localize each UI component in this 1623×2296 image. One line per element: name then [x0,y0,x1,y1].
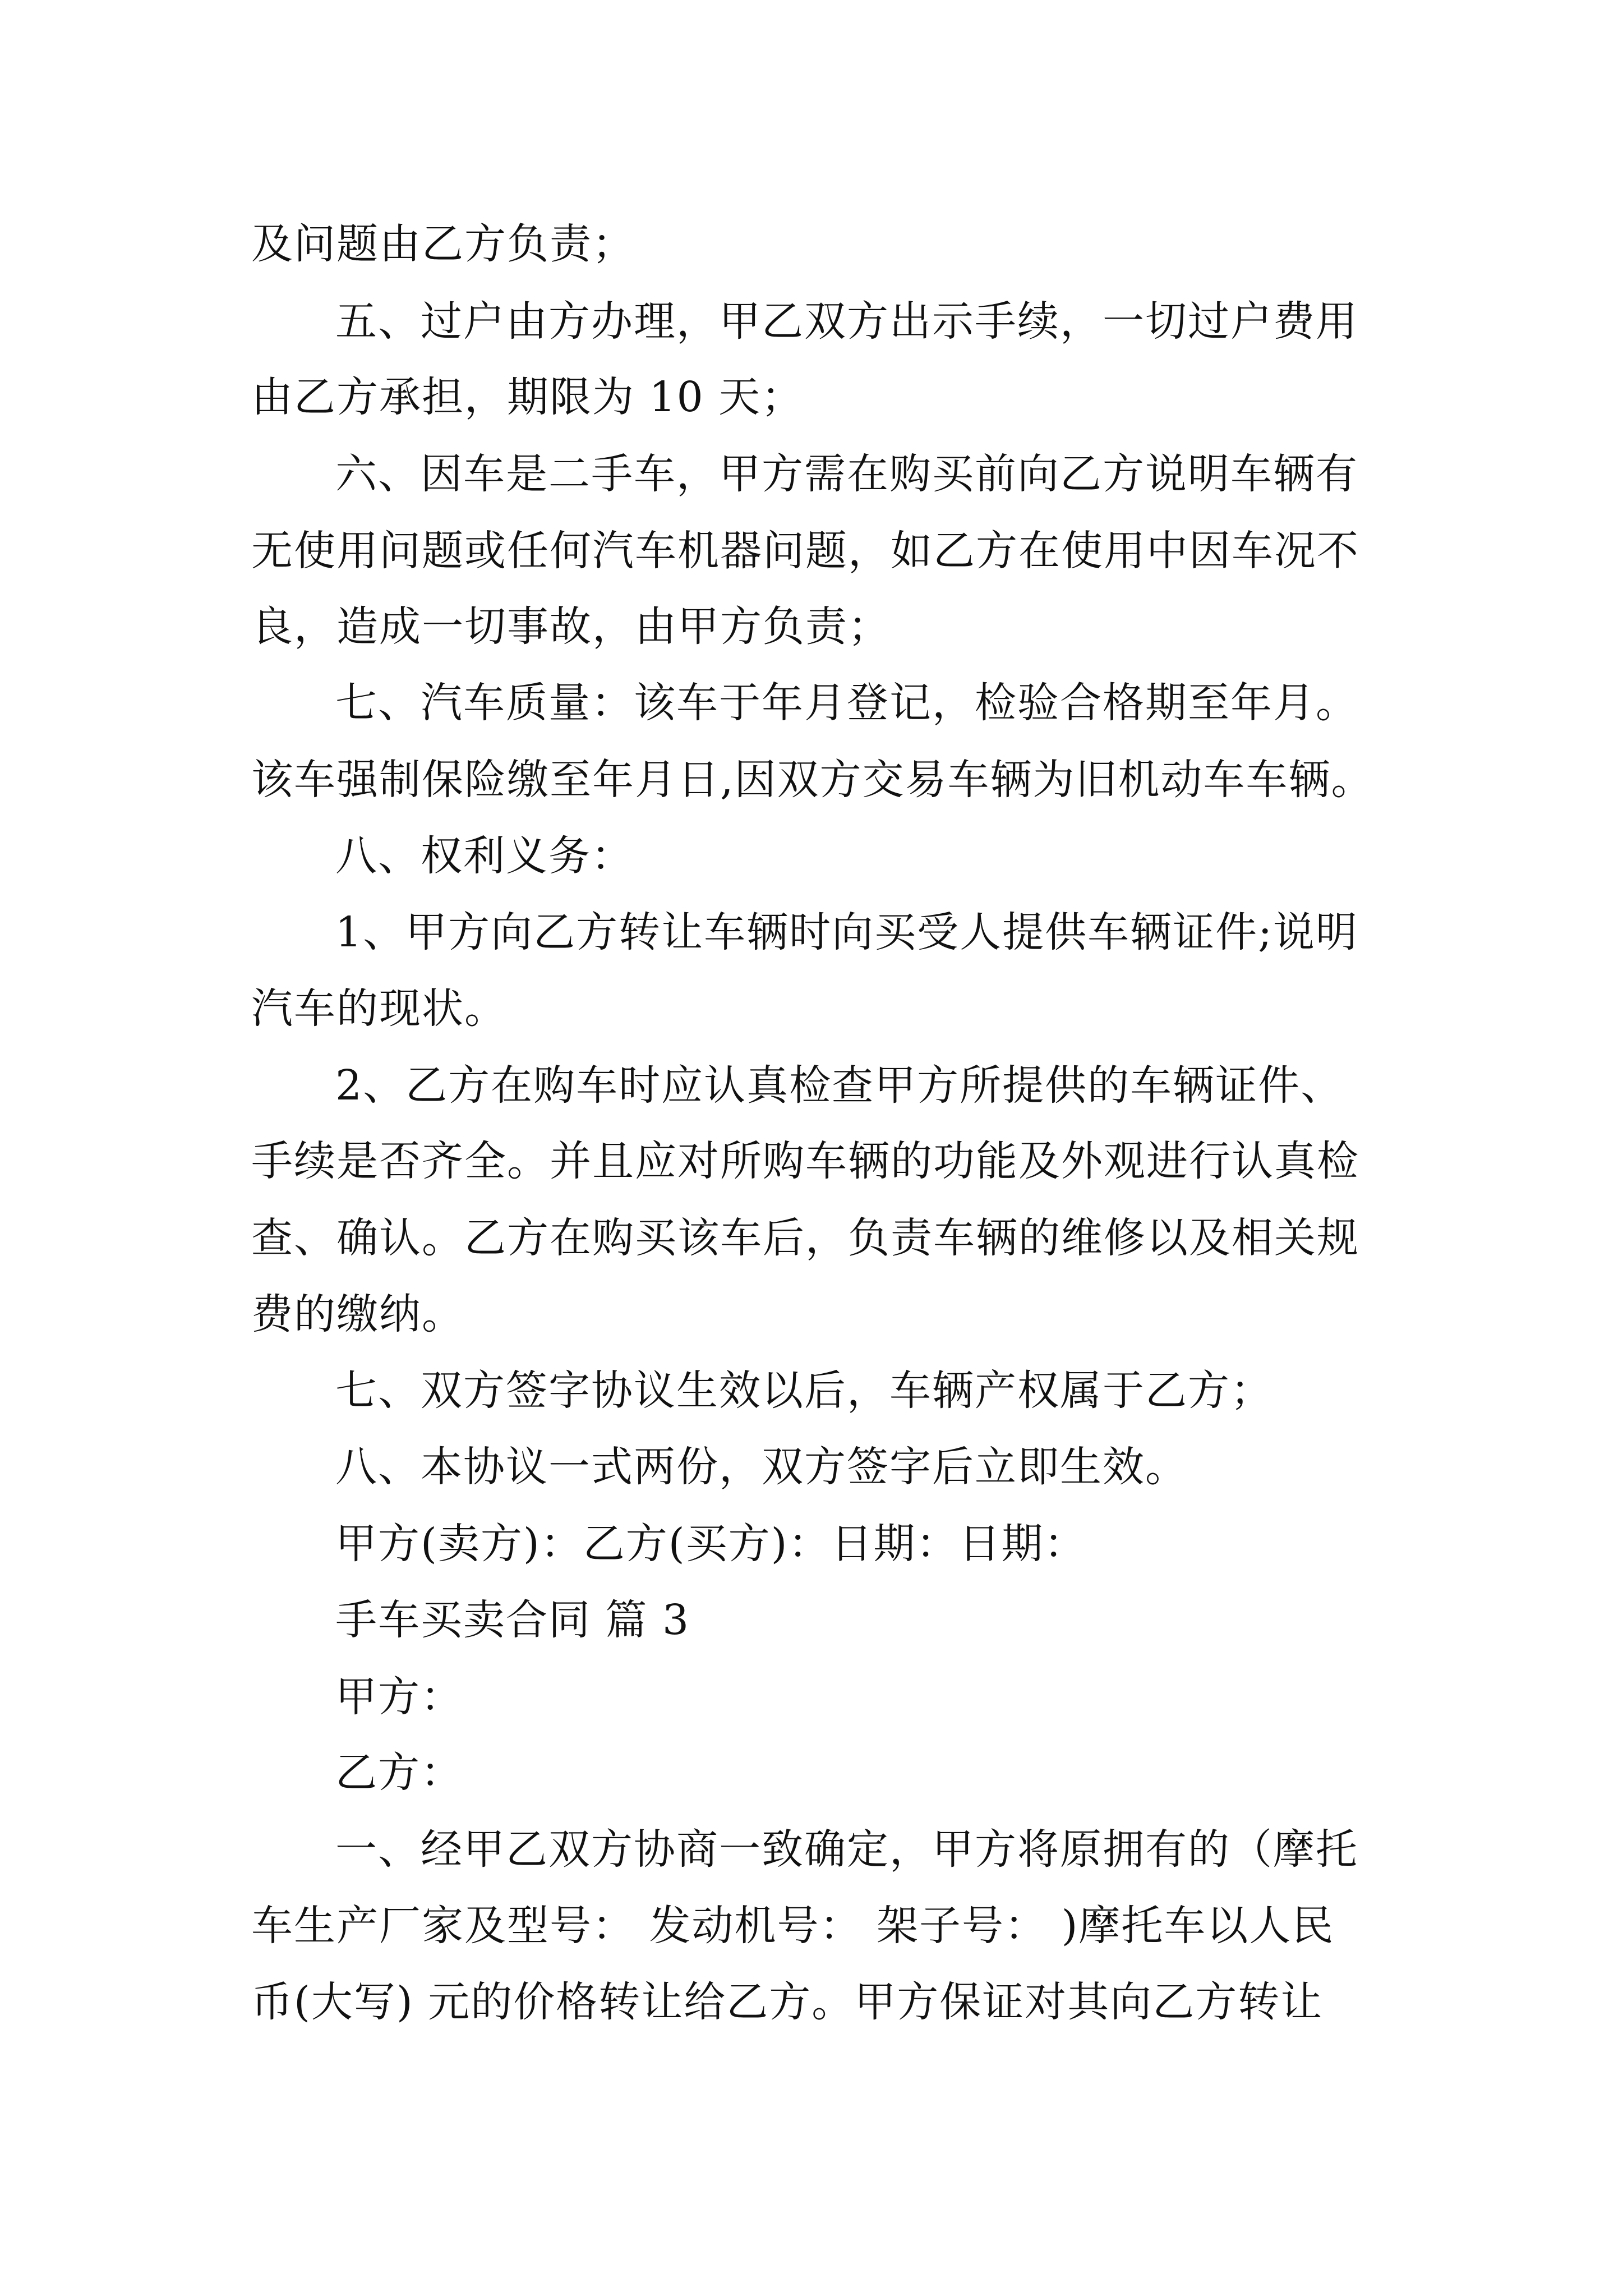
text-line: 2、乙方在购车时应认真检查甲方所提供的车辆证件、 [335,1061,1344,1110]
text-line: 六、因车是二手车，甲方需在购买前向乙方说明车辆有 [335,450,1358,498]
text-line: 良，造成一切事故，由甲方负责； [251,602,891,651]
text-line: 查、确认。乙方在购买该车后，负责车辆的维修以及相关规 [251,1214,1359,1262]
text-line: 汽车的现状。 [251,984,507,1033]
text-line: 及问题由乙方负责； [251,220,635,268]
text-line: 该车强制保险缴至年月日,因双方交易车辆为旧机动车车辆。 [251,756,1374,804]
text-line: 八、本协议一式两份，双方签字后立即生效。 [335,1443,1188,1491]
text-line: 乙方： [335,1749,463,1797]
text-line: 七、汽车质量：该车于年月登记，检验合格期至年月。 [335,679,1358,727]
text-line: 币(大写) 元的价格转让给乙方。甲方保证对其向乙方转让 [251,1978,1324,2026]
text-line: 八、权利义务： [335,832,634,880]
text-line: 由乙方承担，期限为 10 天； [251,373,804,421]
text-line: 车生产厂家及型号： 发动机号： 架子号： )摩托车以人民 [251,1902,1335,1950]
text-line: 手续是否齐全。并且应对所购车辆的功能及外观进行认真检 [251,1137,1359,1185]
text-line: 五、过户由方办理，甲乙双方出示手续，一切过户费用 [335,297,1358,346]
text-line: 七、双方签字协议生效以后，车辆产权属于乙方； [335,1366,1273,1415]
text-line: 1、甲方向乙方转让车辆时向买受人提供车辆证件;说明 [335,908,1359,956]
section-heading: 手车买卖合同 篇 3 [335,1596,690,1644]
text-line: 甲方： [335,1673,463,1721]
text-line: 一、经甲乙双方协商一致确定，甲方将原拥有的（摩托 [335,1825,1358,1874]
text-line: 甲方(卖方)：乙方(买方)：日期：日期： [335,1520,1087,1568]
text-line: 无使用问题或任何汽车机器问题，如乙方在使用中因车况不 [251,527,1359,575]
text-line: 费的缴纳。 [251,1290,464,1338]
